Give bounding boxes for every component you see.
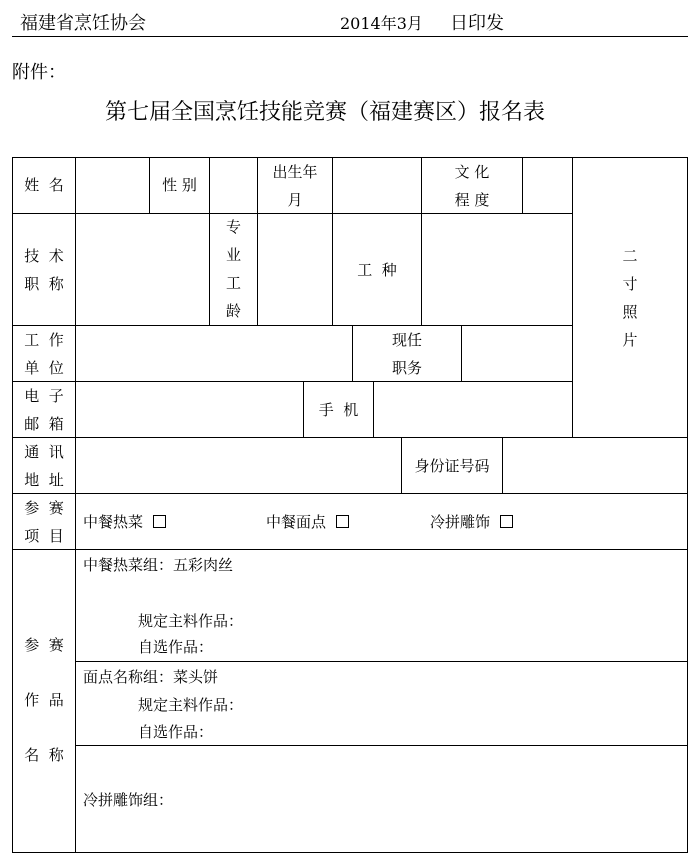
issue-note: 日印发	[450, 13, 504, 34]
field-work-years[interactable]	[258, 214, 332, 325]
label-position-2: 职务	[391, 359, 422, 377]
works-hot-required[interactable]: 规定主料作品：	[138, 612, 244, 630]
field-title[interactable]	[76, 214, 209, 325]
project-pastry-label: 中餐面点	[266, 513, 327, 531]
label-education-2: 程 度	[454, 191, 490, 209]
work-years-char-1: 专	[225, 218, 241, 236]
photo-label-3: 照	[622, 303, 638, 321]
label-works-3: 名 称	[24, 746, 64, 764]
label-email-2: 邮 箱	[24, 415, 64, 433]
field-gender[interactable]	[210, 158, 257, 213]
field-address[interactable]	[76, 438, 401, 493]
label-work-years	[210, 213, 257, 325]
label-employer-2: 单 位	[24, 359, 64, 377]
header-rule	[12, 36, 688, 37]
label-email-1: 电 子	[24, 387, 64, 405]
label-position-1: 现任	[391, 331, 422, 349]
photo-label-4: 片	[622, 331, 638, 349]
field-mobile[interactable]	[374, 382, 572, 437]
project-cold-carving-checkbox[interactable]	[500, 515, 513, 528]
field-id-number[interactable]	[503, 438, 687, 493]
project-hot-dish-checkbox[interactable]	[153, 515, 166, 528]
work-years-char-4: 龄	[225, 302, 241, 320]
project-hot-dish-label: 中餐热菜	[83, 513, 144, 531]
field-position[interactable]	[462, 326, 572, 381]
label-works-1: 参 赛	[24, 636, 64, 654]
label-birth-2: 月	[287, 191, 303, 209]
works-pastry-required[interactable]: 规定主料作品：	[138, 696, 244, 714]
project-cold-carving-label: 冷拼雕饰	[430, 513, 491, 531]
project-pastry-checkbox[interactable]	[336, 515, 349, 528]
field-birth[interactable]	[333, 158, 421, 213]
label-title-2: 职 称	[24, 275, 64, 293]
label-id-number: 身份证号码	[414, 457, 490, 475]
project-cold-carving-option[interactable]	[430, 508, 513, 536]
label-employer-1: 工 作	[24, 331, 64, 349]
label-works-2: 作 品	[24, 691, 64, 709]
works-hot-optional[interactable]: 自选作品：	[138, 638, 214, 656]
field-education[interactable]	[523, 158, 572, 213]
works-pastry-group: 面点名称组：菜头饼	[83, 668, 219, 686]
field-trade[interactable]	[422, 214, 572, 325]
work-years-char-3: 工	[225, 274, 241, 292]
label-title-1: 技 术	[24, 247, 64, 265]
works-cold-group[interactable]: 冷拼雕饰组：	[83, 791, 174, 809]
label-education-1: 文 化	[454, 163, 490, 181]
photo-label-1: 二	[622, 247, 638, 265]
label-name: 姓 名	[24, 176, 64, 194]
label-address-2: 地 址	[24, 471, 64, 489]
form-title: 第七届全国烹饪技能竞赛（福建赛区）报名表	[105, 100, 546, 125]
attachment-label: 附件：	[12, 62, 66, 83]
label-mobile: 手 机	[318, 401, 359, 419]
label-address-1: 通 讯	[24, 443, 64, 461]
label-birth-1: 出生年	[272, 163, 318, 181]
issue-date: 2014年3月	[340, 14, 423, 33]
project-hot-dish-option[interactable]	[83, 508, 166, 536]
photo-label-2: 寸	[622, 275, 638, 293]
label-gender: 性 别	[162, 176, 197, 194]
project-pastry-option[interactable]	[266, 508, 349, 536]
issuer-org: 福建省烹饪协会	[20, 13, 146, 34]
label-project-2: 项 目	[24, 527, 64, 545]
works-hot-group: 中餐热菜组：五彩肉丝	[83, 556, 234, 574]
work-years-char-2: 业	[225, 246, 241, 264]
field-email[interactable]	[76, 382, 303, 437]
label-project-1: 参 赛	[24, 499, 64, 517]
works-pastry-optional[interactable]: 自选作品：	[138, 723, 214, 741]
label-trade: 工 种	[357, 261, 397, 279]
field-employer[interactable]	[76, 326, 352, 381]
field-name[interactable]	[76, 158, 149, 213]
photo-box[interactable]	[573, 158, 687, 437]
